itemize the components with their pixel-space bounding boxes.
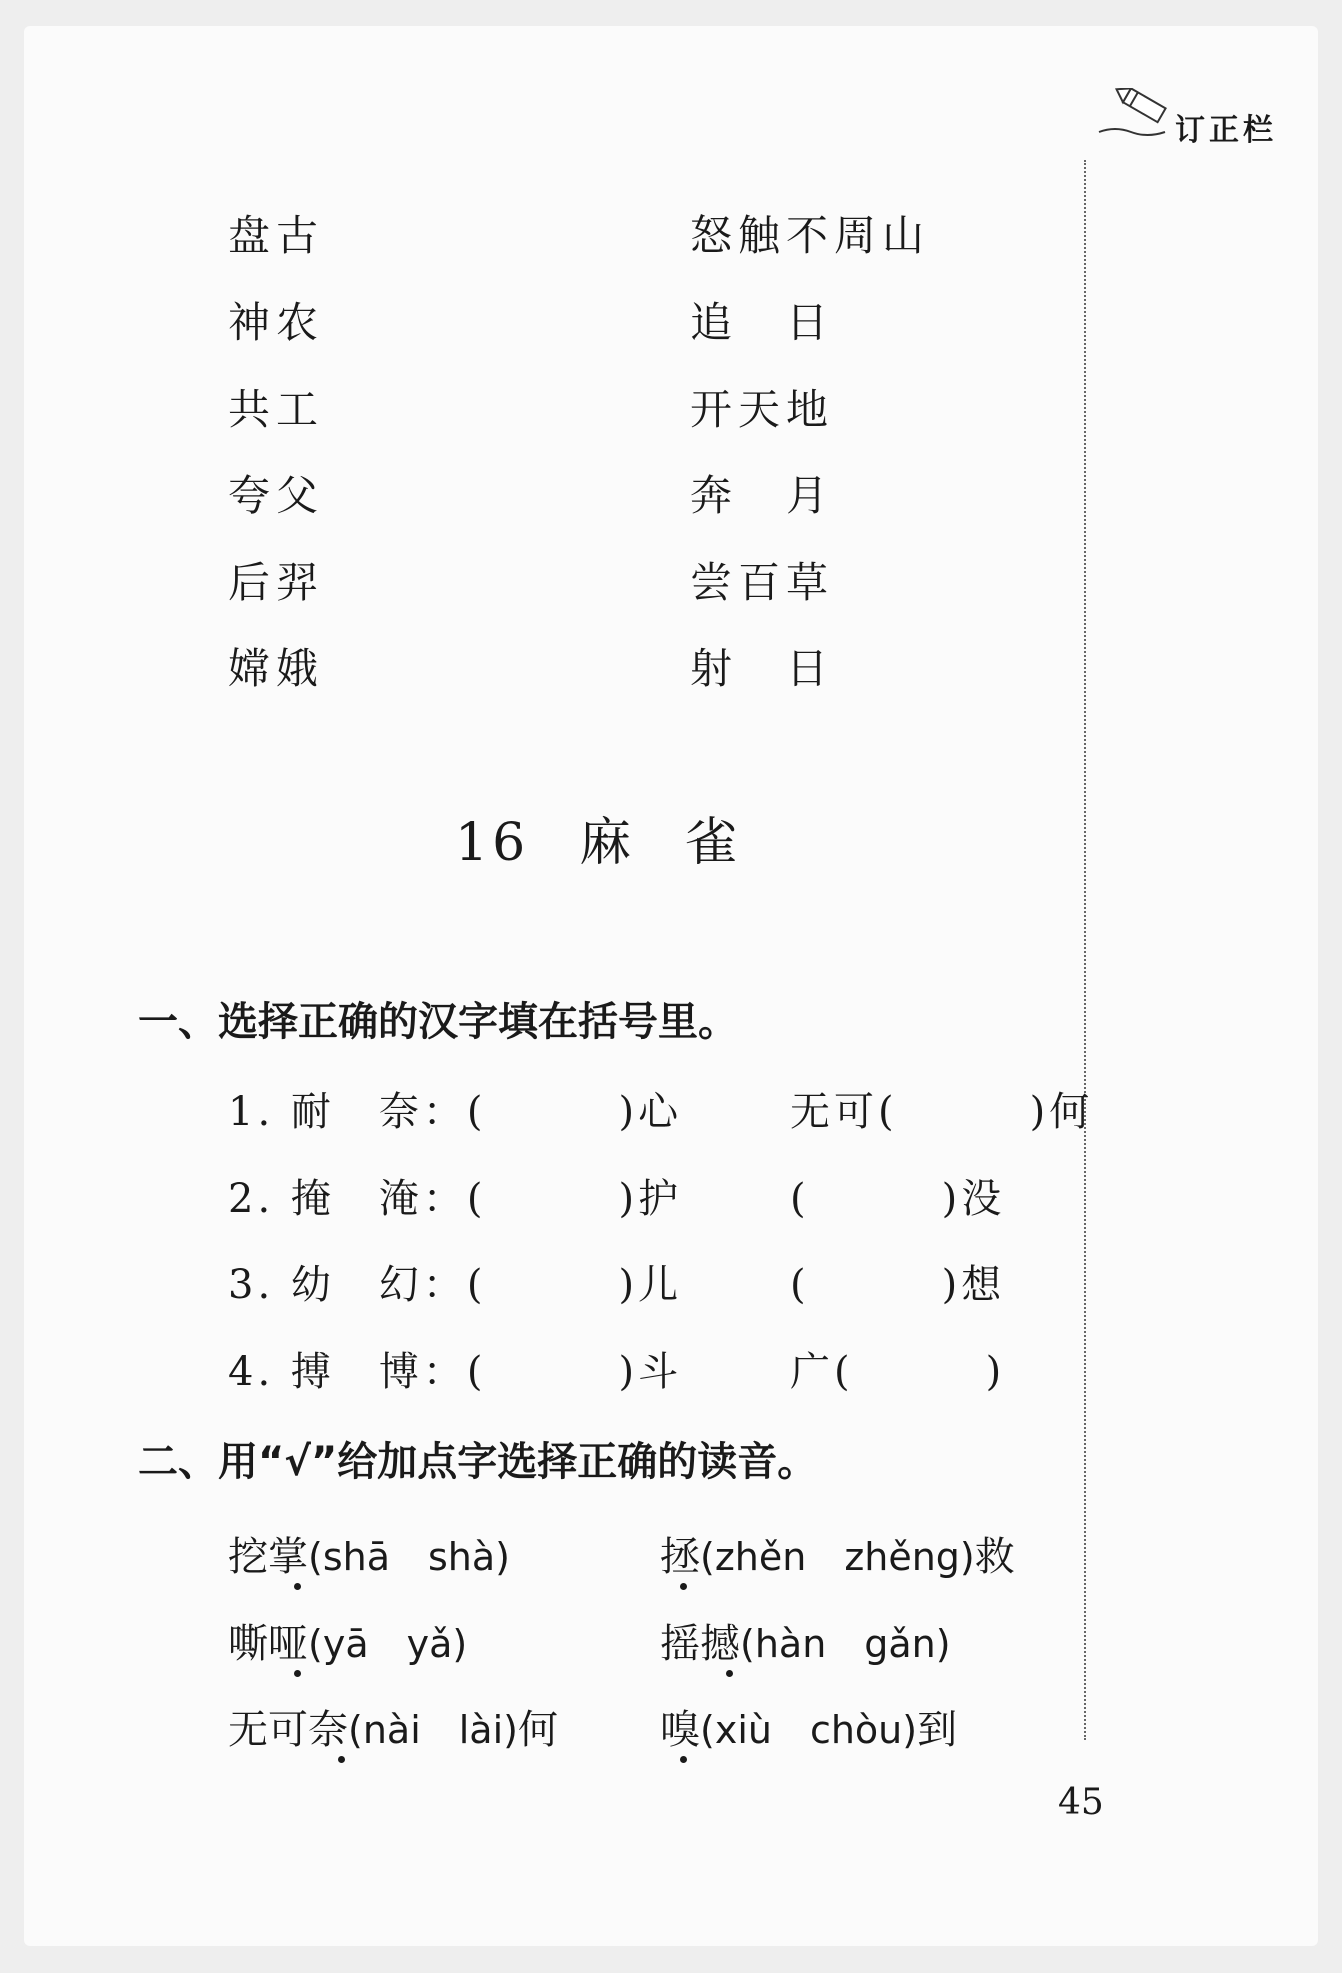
pinyin-options: (hàn gǎn) [740,1622,951,1666]
pinyin-item [228,1698,558,1755]
pinyin-word: 摇撼 [660,1621,740,1667]
section1-item-right: 无可( )何 [790,1089,1094,1135]
match-right-item: 怒触不周山 [690,211,931,260]
match-right-item: 射 日 [690,644,835,693]
pinyin-word: 拯 [660,1534,700,1580]
pinyin-item [660,1698,957,1755]
lesson-title-char: 麻 [579,813,636,873]
pinyin-options: (shā shà) [308,1535,510,1579]
section1-item-right: ( )想 [790,1262,1006,1308]
pinyin-item [228,1525,510,1582]
correction-divider [1084,160,1086,1740]
section2-heading: 二、用“√”给加点字选择正确的读音。 [138,1439,818,1485]
lesson-title [455,800,791,875]
pinyin-word: 无可奈 [228,1707,348,1753]
lesson-title-char: 雀 [685,813,742,873]
emphasis-dot [294,1670,301,1677]
emphasis-dot [338,1756,345,1763]
lesson-number: 16 [455,813,530,873]
pinyin-word: 挖掌 [228,1534,308,1580]
emphasis-dot [680,1756,687,1763]
match-right-item: 追 日 [690,298,835,347]
section1-heading: 一、选择正确的汉字填在括号里。 [138,999,738,1045]
section1-item-right: 广( ) [790,1349,1006,1395]
pinyin-word: 嗅 [660,1707,700,1753]
match-right-item: 开天地 [690,385,835,434]
emphasis-dot [726,1670,733,1677]
emphasis-dot [680,1583,687,1590]
match-left-item: 夸父 [228,471,325,520]
match-right-item: 尝百草 [690,558,835,607]
match-left-item: 后羿 [228,558,325,607]
pinyin-options: (nài lài) [348,1708,518,1752]
match-left-item: 盘古 [228,211,325,260]
emphasis-dot [294,1583,301,1590]
match-right-item: 奔 月 [690,471,835,520]
pinyin-options: (xiù chòu) [700,1708,918,1752]
pencil-icon [1095,88,1185,138]
pinyin-word: 嘶哑 [228,1621,308,1667]
page-number: 45 [1058,1782,1104,1823]
section1-item-left: 1. 耐 奈：( )心 [228,1089,683,1135]
pinyin-suffix: 救 [974,1534,1015,1580]
pinyin-suffix: 到 [917,1707,958,1753]
pinyin-item [228,1612,467,1669]
pinyin-options: (yā yǎ) [308,1622,468,1666]
section1-item-right: ( )没 [790,1176,1006,1222]
match-left-item: 共工 [228,385,325,434]
section1-item-left: 4. 搏 博：( )斗 [228,1349,683,1395]
section1-item-left: 3. 幼 幻：( )儿 [228,1262,683,1308]
pinyin-item [660,1525,1015,1582]
correction-column-title: 订正栏 [1175,113,1277,148]
pinyin-suffix: 何 [517,1707,558,1753]
match-left-item: 神农 [228,298,325,347]
pinyin-options: (zhěn zhěng) [700,1535,975,1579]
pinyin-item [660,1612,951,1669]
section1-item-left: 2. 掩 淹：( )护 [228,1176,683,1222]
match-left-item: 嫦娥 [228,644,325,693]
